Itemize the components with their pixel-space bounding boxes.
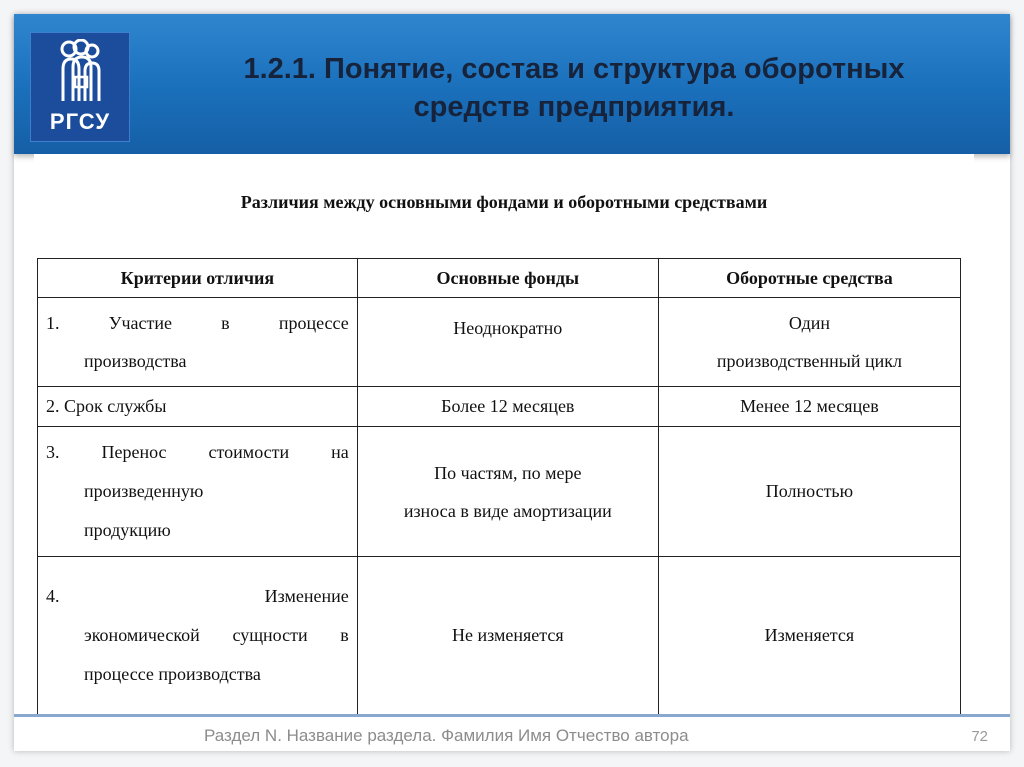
table-row [38, 427, 961, 557]
table-header-row [38, 259, 961, 298]
table-heading: Различия между основными фондами и оборотными средствами [240, 192, 768, 212]
comparison-table [37, 258, 961, 715]
people-emblem-icon [55, 39, 105, 105]
fixed-assets-cell: Не изменяется [357, 557, 658, 715]
table-row [38, 387, 961, 427]
working-capital-cell [658, 298, 960, 387]
criterion-text: 1. Участие в процессе [46, 313, 349, 333]
page-number: 72 [971, 728, 988, 745]
title-line-2: средств предприятия. [413, 91, 735, 123]
working-capital-cell: Полностью [658, 427, 960, 557]
criterion-cell: 2. Срок службы [38, 387, 358, 427]
criterion-text-cont: производства [84, 351, 187, 371]
table-row [38, 298, 961, 387]
working-capital-text-cont: производственный цикл [716, 351, 902, 371]
logo-text: РГСУ [49, 109, 111, 134]
column-header-fixed-assets: Основные фонды [357, 259, 658, 298]
criterion-text-cont: экономической сущности в процессе производства [84, 625, 349, 684]
slide-title [164, 50, 984, 126]
footer-divider [14, 714, 1010, 717]
criterion-text: 4. Изменение [46, 586, 349, 606]
fixed-assets-text: По частям, по мере [434, 462, 582, 483]
slide [14, 14, 1010, 751]
table-row [38, 557, 961, 715]
working-capital-text: Один [788, 313, 831, 333]
criterion-cell [38, 557, 358, 715]
criterion-text: 3. Перенос стоимости на [46, 442, 349, 462]
working-capital-cell: Менее 12 месяцев [658, 387, 960, 427]
document-image [34, 154, 974, 714]
fixed-assets-cell [357, 427, 658, 557]
slide-header [14, 14, 1010, 154]
working-capital-cell: Изменяется [658, 557, 960, 715]
fixed-assets-cell: Неоднократно [357, 298, 658, 387]
fixed-assets-cell: Более 12 месяцев [357, 387, 658, 427]
criterion-text-cont: произведенную продукцию [84, 481, 204, 540]
criterion-cell [38, 298, 358, 387]
column-header-working-capital: Оборотные средства [658, 259, 960, 298]
footer-text: Раздел N. Название раздела. Фамилия Имя Отчество автора [204, 726, 689, 745]
column-header-criteria: Критерии отличия [38, 259, 358, 298]
fixed-assets-text-cont: износа в виде амортизации [403, 500, 612, 521]
title-line-1: 1.2.1. Понятие, состав и структура оборотных [243, 53, 905, 85]
criterion-cell [38, 427, 358, 557]
rgsu-logo [30, 32, 130, 142]
